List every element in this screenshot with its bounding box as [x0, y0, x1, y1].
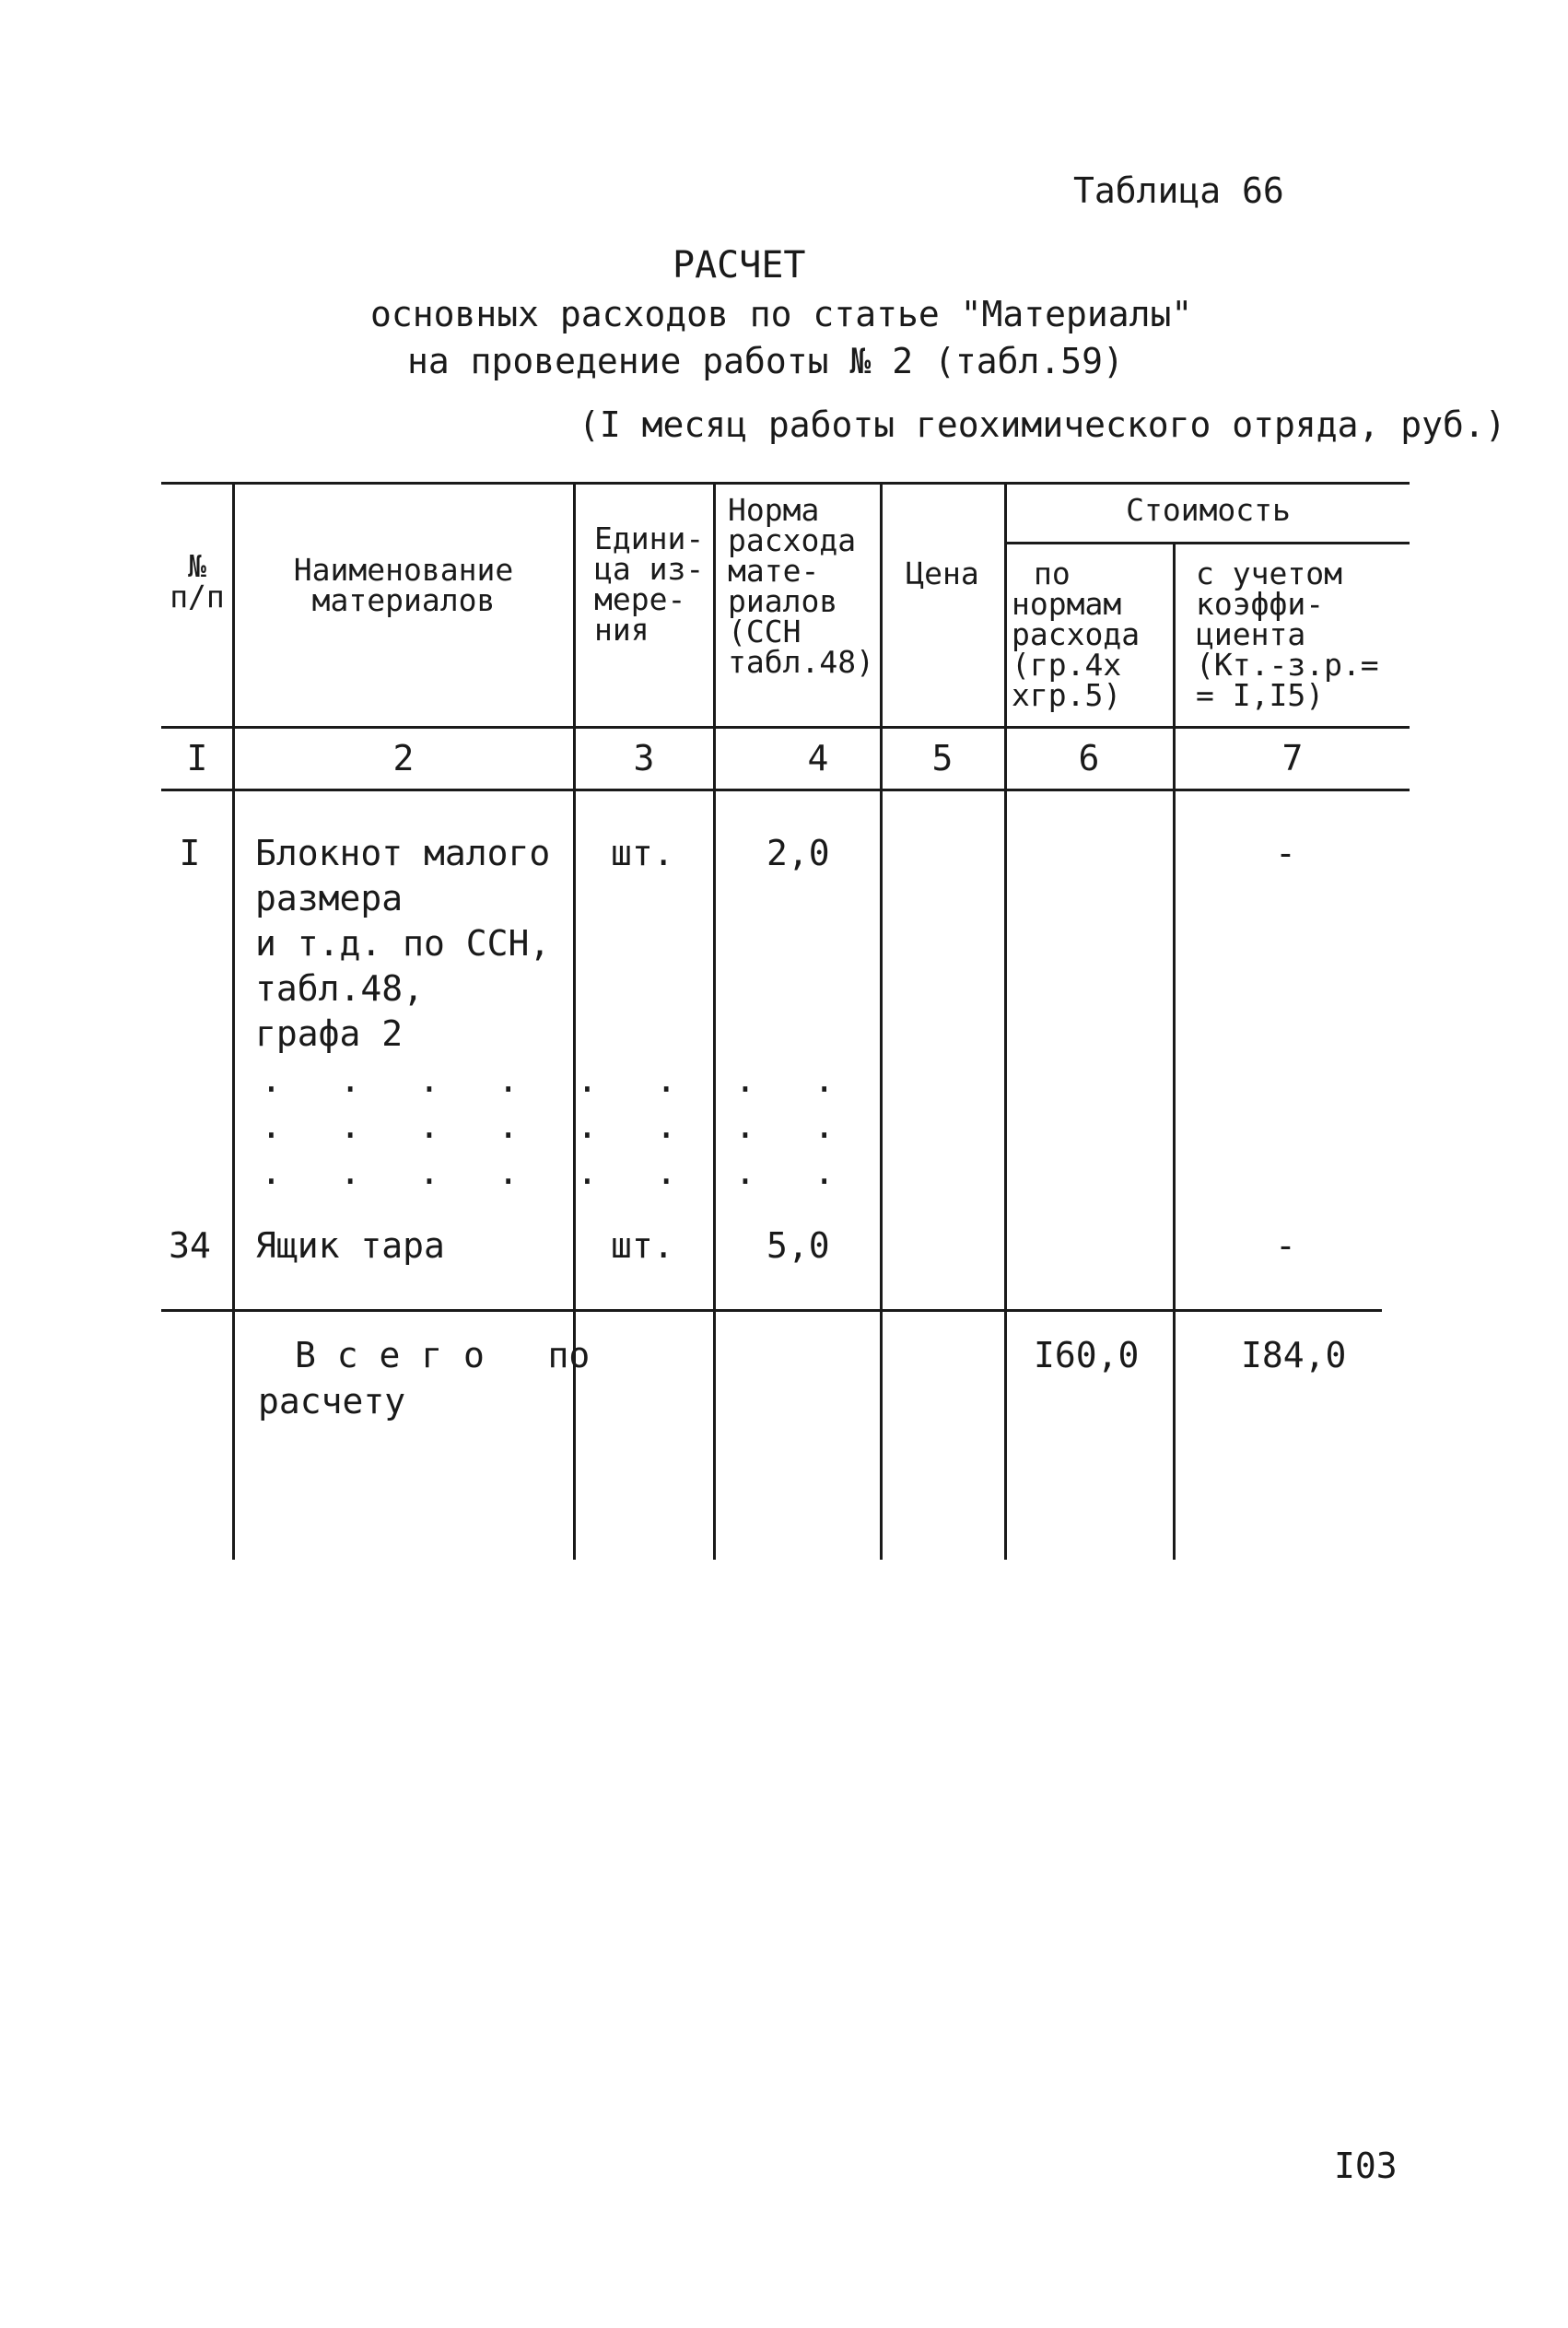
colnum-3: 3 [633, 738, 655, 778]
header-bottom-rule [161, 726, 1410, 729]
col-divider-2 [573, 482, 576, 1560]
row-unit: шт. [611, 1225, 674, 1266]
header-price: Цена [906, 556, 979, 591]
colnum-7: 7 [1281, 738, 1304, 778]
col-divider-5 [1004, 482, 1007, 1560]
cost-group-rule [1005, 542, 1410, 544]
col-divider-1 [232, 482, 235, 1560]
ellipsis-line: . . . . . . . . [261, 1106, 854, 1146]
total-cost-coef: I84,0 [1241, 1335, 1347, 1375]
row-norm: 2,0 [766, 833, 830, 873]
column-numbers-rule [161, 789, 1410, 791]
row-name-line: Ящик тара [255, 1225, 445, 1266]
ellipsis-line: . . . . . . . . [261, 1152, 854, 1192]
document-subtitle-line2: на проведение работы № 2 (табл.59) [407, 341, 1124, 381]
row-num: 34 [169, 1225, 211, 1266]
header-cost-coef: с учетом коэффи- циента (Кт.-з.р.= = I,I5) [1196, 556, 1379, 713]
document-title: РАСЧЕТ [673, 244, 806, 287]
document-note: (I месяц работы геохимического отряда, руб.) [579, 404, 1506, 445]
header-cost-group: Стоимость [1126, 492, 1291, 528]
col-divider-3 [713, 482, 716, 1560]
colnum-5: 5 [931, 738, 954, 778]
header-unit: Едини- ца из- мере- ния [594, 521, 705, 648]
header-cost-norm: по нормам расхода (гр.4х хгр.5) [1012, 556, 1141, 713]
colnum-2: 2 [392, 738, 415, 778]
row-name-line: графа 2 [255, 1013, 404, 1054]
colnum-6: 6 [1078, 738, 1100, 778]
colnum-4: 4 [807, 738, 829, 778]
colnum-1: I [186, 738, 208, 778]
page-number: I03 [1334, 2146, 1398, 2186]
row-unit: шт. [611, 833, 674, 873]
ellipsis-line: . . . . . . . . [261, 1059, 854, 1100]
document-subtitle-line1: основных расходов по статье "Материалы" [370, 294, 1193, 334]
header-num: № п/п [170, 548, 225, 614]
col-divider-4 [880, 482, 883, 1560]
col-divider-6 [1173, 542, 1176, 1560]
header-norm: Норма расхода мате- риалов (ССН табл.48) [728, 492, 874, 680]
row-num: I [179, 833, 201, 873]
row-cost-coef: - [1275, 1225, 1296, 1266]
row-name-line: табл.48, [255, 968, 425, 1009]
total-separator-rule [161, 1309, 1382, 1312]
header-name: Наименование материалов [293, 552, 514, 618]
row-norm: 5,0 [766, 1225, 830, 1266]
row-name-line: Блокнот малого [255, 833, 551, 873]
table-label: Таблица 66 [1073, 170, 1284, 211]
row-name-line: размера [255, 878, 404, 918]
table-top-rule [161, 482, 1410, 485]
row-cost-coef: - [1275, 833, 1296, 873]
total-label-line2: расчету [258, 1381, 406, 1421]
total-label-line1: В с е г о по [295, 1335, 591, 1375]
row-name-line: и т.д. по ССН, [255, 923, 551, 964]
total-cost-norm: I60,0 [1034, 1335, 1140, 1375]
